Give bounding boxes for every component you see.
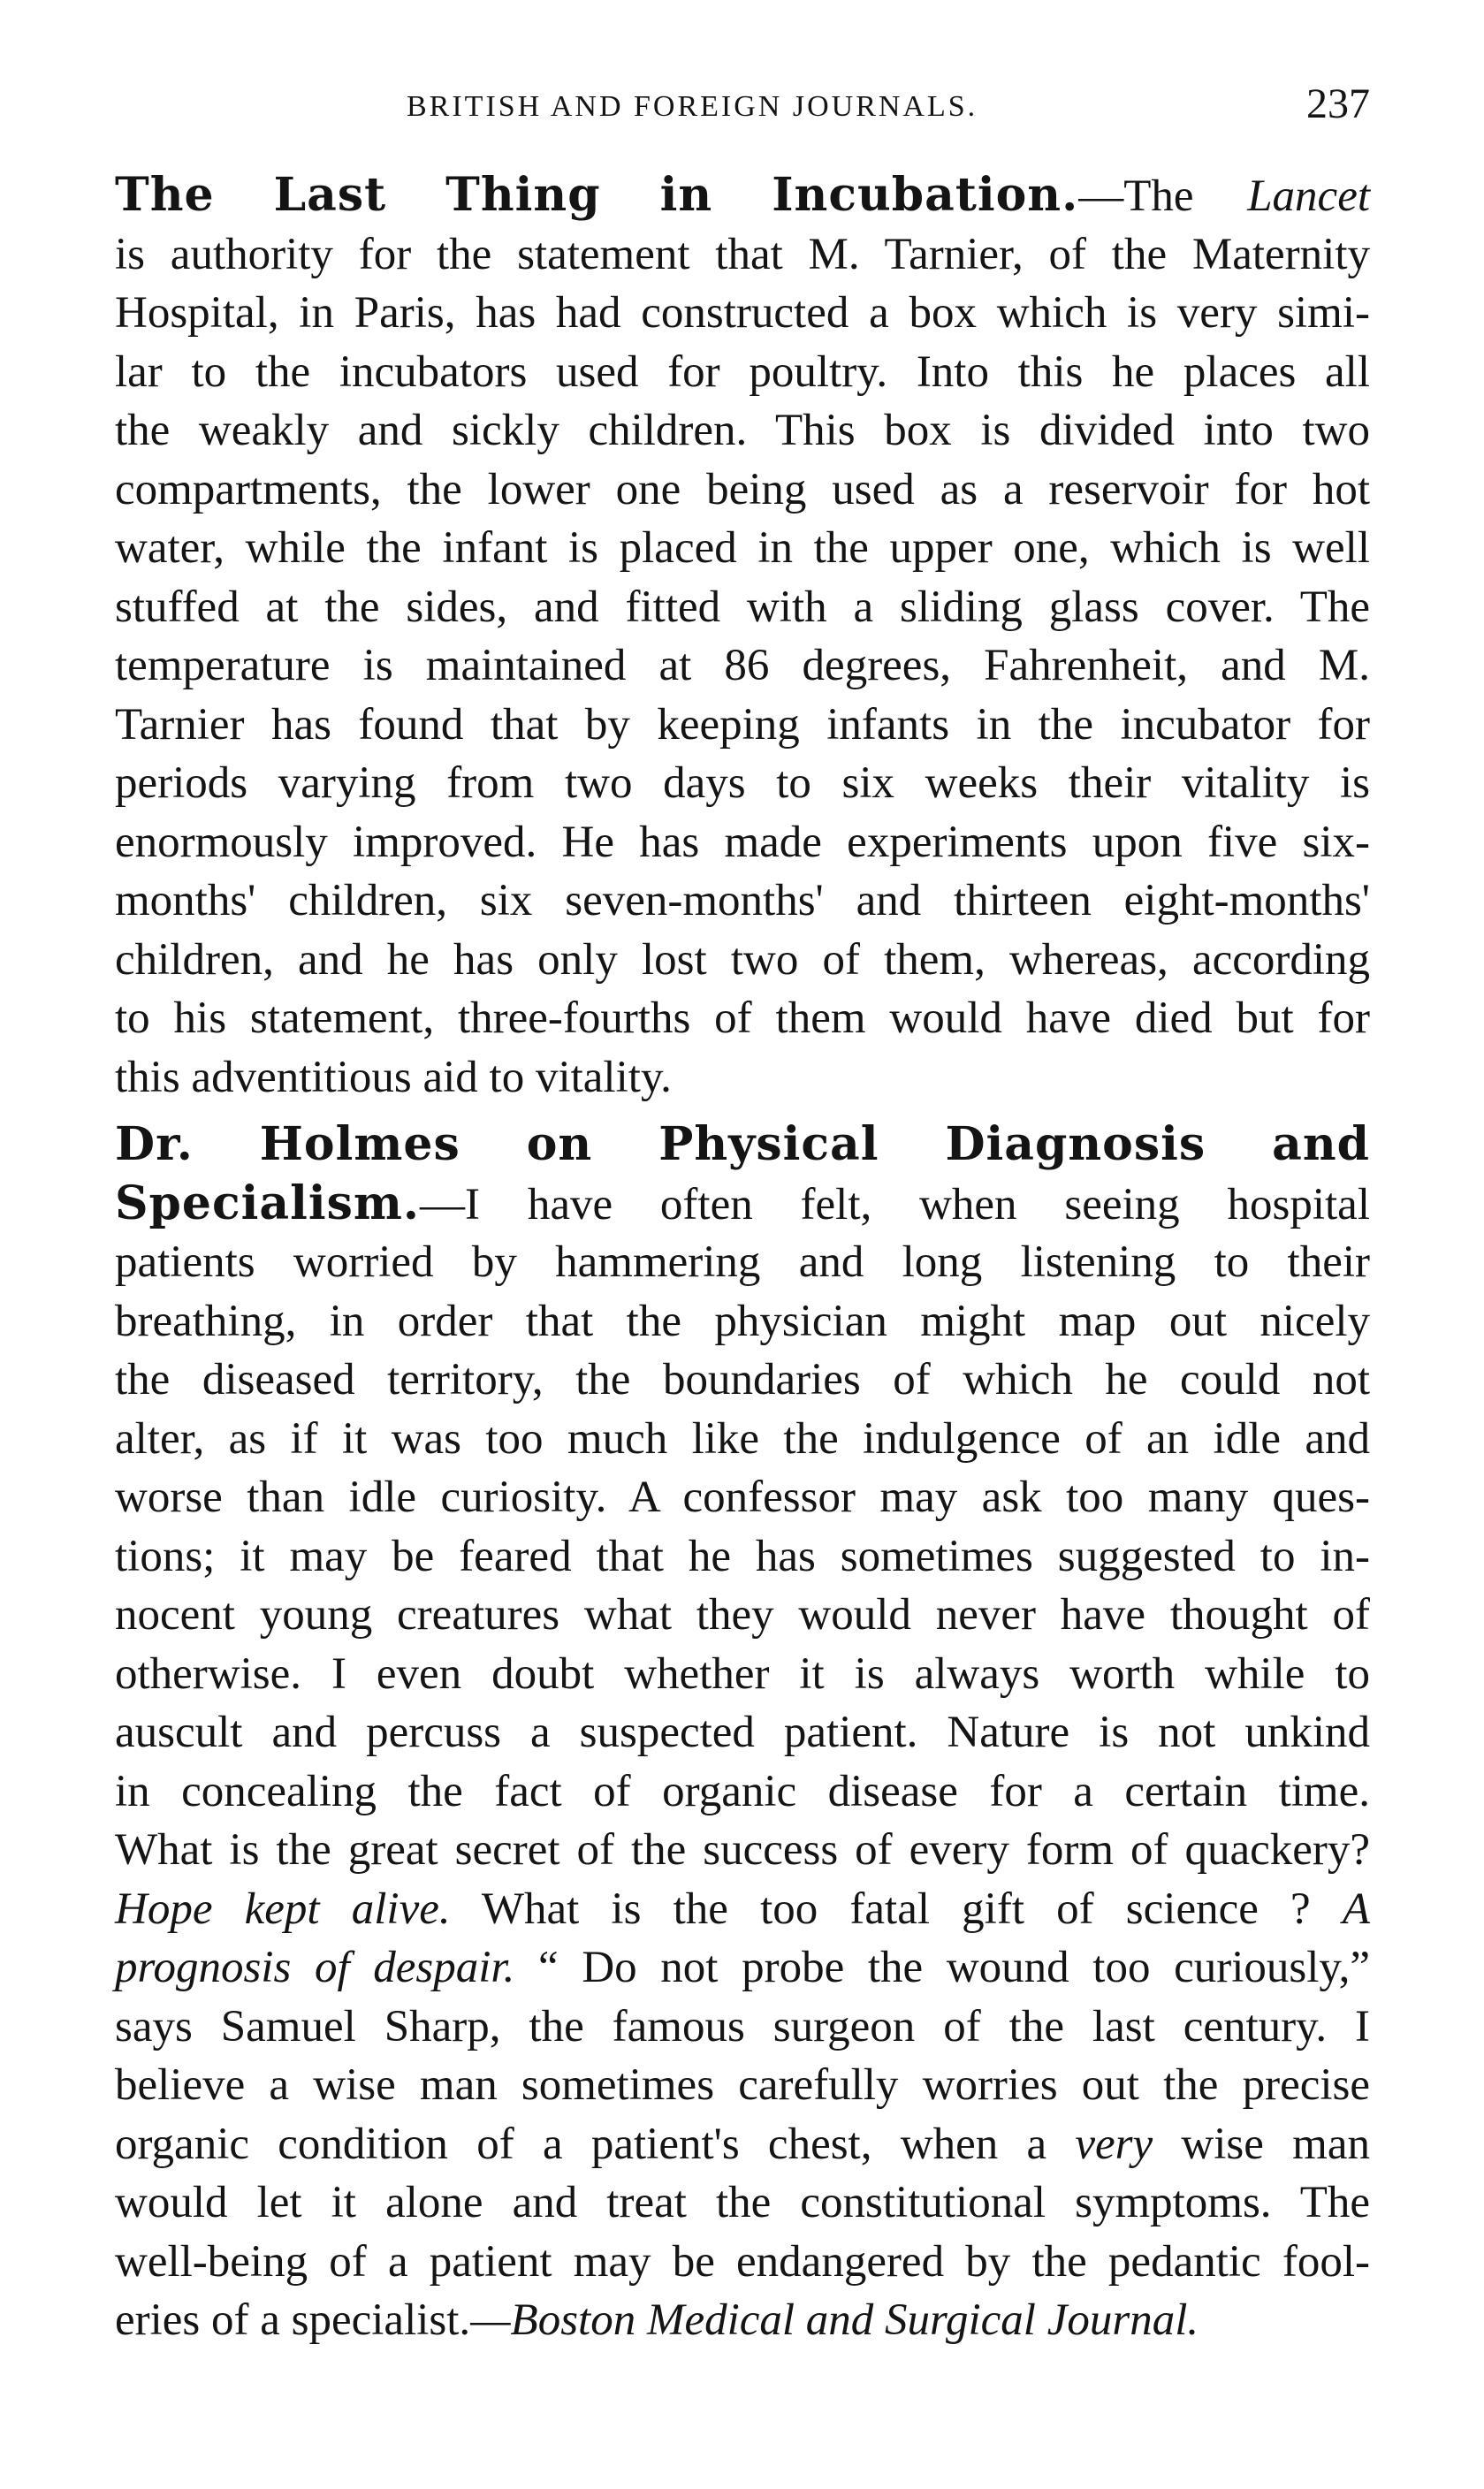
paragraph-line: tions; it may be feared that he has sometimes suggested to in- [115, 1531, 1370, 1581]
paragraph-line: Hospital, in Paris, has had constructed a box which is very simi- [115, 288, 1370, 338]
paragraph-line: the diseased territory, the boundaries of which he could not [115, 1355, 1370, 1404]
paragraph-line: Tarnier has found that by keeping infants in the incubator for [115, 699, 1370, 750]
paragraph-line: Specialism.—I have often felt, when seeing hospital [115, 1176, 1370, 1230]
paragraph-line: prognosis of despair. “ Do not probe the wound too curiously,” [115, 1943, 1370, 1992]
running-title: BRITISH AND FOREIGN JOURNALS. [407, 90, 978, 123]
paragraph-line: would let it alone and treat the constitutional symptoms. The [115, 2178, 1370, 2227]
paragraph-line: breathing, in order that the physician might map out nicely [115, 1296, 1370, 1346]
paragraph-line: water, while the infant is placed in the upper one, which is well [115, 523, 1370, 573]
paragraph-line: patients worried by hammering and long listening to their [115, 1237, 1370, 1287]
paragraph-line: The Last Thing in Incubation.—The Lancet [115, 168, 1370, 222]
paragraph-line: nocent young creatures what they would never have thought of [115, 1590, 1370, 1640]
paragraph-line: lar to the incubators used for poultry. Into this he places all [115, 346, 1370, 397]
paragraph-line: worse than idle curiosity. A confessor may ask too many ques- [115, 1473, 1370, 1522]
paragraph-line: stuffed at the sides, and fitted with a sliding glass cover. The [115, 582, 1370, 632]
paragraph-line: What is the great secret of the success of every form of quackery? [115, 1825, 1370, 1875]
paragraph-line: Hope kept alive. What is the too fatal gift of science ? A [115, 1884, 1370, 1934]
paragraph-line: periods varying from two days to six weeks their vitality is [115, 758, 1370, 808]
paragraph-line: believe a wise man sometimes carefully worries out the precise [115, 2060, 1370, 2110]
paragraph-line: children, and he has only lost two of them, whereas, according [115, 934, 1370, 985]
source-citation: —Boston Medical and Surgical Journal. [470, 2295, 1199, 2345]
article-heading: Dr. Holmes on Physical Diagnosis and [115, 1117, 1370, 1171]
section-divider [115, 1107, 1370, 1115]
paragraph-line: this adventitious aid to vitality. [115, 1052, 672, 1102]
page-number: 237 [1306, 80, 1370, 127]
paragraph-line: the weakly and sickly children. This box is divided into two [115, 406, 1370, 455]
body-text [115, 166, 1370, 2350]
paragraph-line: in concealing the fact of organic disease for a certain time. [115, 1766, 1370, 1816]
paragraph-line: enormously improved. He has made experiments upon five six- [115, 817, 1370, 867]
paragraph-line: compartments, the lower one being used as a reservoir for hot [115, 464, 1370, 514]
paragraph-line: says Samuel Sharp, the famous surgeon of the last century. I [115, 2001, 1370, 2051]
journal-title: Lancet [1247, 171, 1370, 221]
paragraph-line: alter, as if it was too much like the indulgence of an idle and [115, 1413, 1370, 1464]
paragraph-line: months' children, six seven-months' and thirteen eight-months' [115, 876, 1370, 925]
article-heading-cont: Specialism. [115, 1176, 421, 1230]
running-head [115, 80, 1370, 129]
paragraph-line: otherwise. I even doubt whether it is always worth while to [115, 1648, 1370, 1699]
paragraph-line: eries of a specialist.—Boston Medical and Surgical Journal. [115, 2295, 1199, 2345]
paragraph-line: well-being of a patient may be endangered by the pedantic fool- [115, 2236, 1370, 2287]
paragraph-line: auscult and percuss a suspected patient. Nature is not unkind [115, 1708, 1370, 1757]
paragraph-line: temperature is maintained at 86 degrees, Fahrenheit, and M. [115, 641, 1370, 690]
paragraph-line: to his statement, three-fourths of them would have died but for [115, 993, 1370, 1043]
article-heading: The Last Thing in Incubation. [115, 168, 1079, 222]
paragraph-line: organic condition of a patient's chest, when a very wise man [115, 2119, 1370, 2169]
paragraph-line: is authority for the statement that M. Tarnier, of the Maternity [115, 229, 1370, 279]
